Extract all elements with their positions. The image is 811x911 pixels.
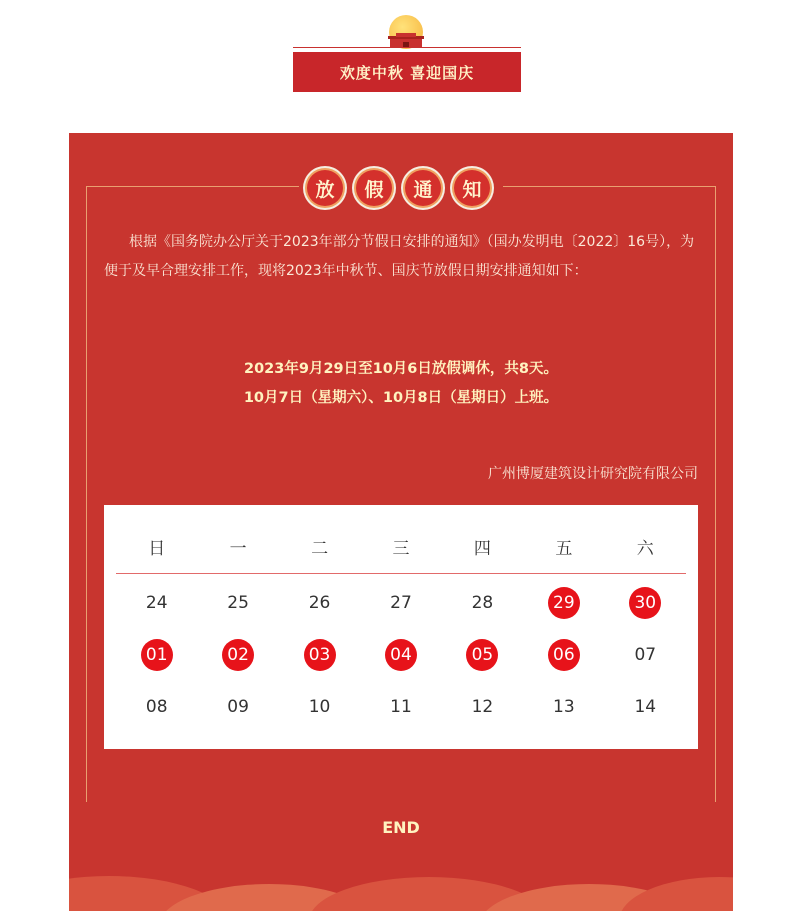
- title-char: 放: [303, 166, 347, 210]
- calendar-weekday-header: [116, 535, 686, 574]
- day-number: 28: [471, 593, 494, 613]
- calendar-day: [279, 681, 360, 733]
- day-number: 24: [145, 593, 168, 613]
- day-number: 06: [548, 639, 580, 671]
- day-number: 26: [308, 593, 331, 613]
- notice-title: [299, 163, 503, 213]
- decorative-clouds: [69, 851, 733, 911]
- calendar-day: [116, 681, 197, 733]
- calendar-day-holiday: [523, 629, 604, 681]
- weekday-label: 日: [148, 539, 166, 559]
- day-number: 09: [227, 697, 249, 717]
- calendar-day-holiday: [605, 577, 686, 629]
- calendar-day: [360, 681, 441, 733]
- day-number: 03: [304, 639, 336, 671]
- calendar-day-holiday: [360, 629, 441, 681]
- notice-card: [69, 133, 733, 911]
- day-number: 04: [385, 639, 417, 671]
- calendar-days: [116, 577, 686, 733]
- calendar-day: [197, 681, 278, 733]
- calendar-day: [605, 629, 686, 681]
- tiananmen-gate-icon: [388, 32, 424, 48]
- day-number: 14: [634, 697, 657, 717]
- day-number: 13: [553, 697, 575, 717]
- calendar-day-holiday: [442, 629, 523, 681]
- calendar-day: [442, 681, 523, 733]
- day-number: 30: [629, 587, 661, 619]
- holiday-calendar: [104, 505, 698, 749]
- calendar-day: [442, 577, 523, 629]
- day-number: 10: [308, 697, 331, 717]
- banner-top-line: [293, 47, 521, 48]
- holiday-line: 2023年9月29日至10月6日放假调休，共8天。: [244, 361, 558, 377]
- calendar-day: [605, 681, 686, 733]
- day-number: 27: [390, 593, 412, 613]
- end-label: END: [382, 818, 420, 837]
- weekday-label: 一: [229, 539, 247, 559]
- title-char: 假: [352, 166, 396, 210]
- day-number: 11: [390, 697, 412, 717]
- workday-line: 10月7日（星期六）、10月8日（星期日）上班。: [243, 390, 559, 406]
- weekday-label: 六: [636, 539, 654, 559]
- title-char: 通: [401, 166, 445, 210]
- festival-banner: 欢度中秋 喜迎国庆: [293, 52, 521, 92]
- calendar-day: [360, 577, 441, 629]
- calendar-day-holiday: [197, 629, 278, 681]
- weekday-label: 三: [392, 539, 410, 559]
- calendar-day-holiday: [116, 629, 197, 681]
- day-number: 29: [548, 587, 580, 619]
- day-number: 05: [466, 639, 498, 671]
- day-number: 08: [145, 697, 168, 717]
- calendar-day-holiday: [523, 577, 604, 629]
- weekday-label: 四: [473, 539, 491, 559]
- day-number: 02: [222, 639, 254, 671]
- calendar-day: [523, 681, 604, 733]
- day-number: 25: [227, 593, 249, 613]
- calendar-day: [279, 577, 360, 629]
- day-number: 01: [141, 639, 173, 671]
- day-number: 07: [634, 645, 657, 665]
- weekday-label: 五: [555, 539, 573, 559]
- weekday-label: 二: [311, 539, 329, 559]
- notice-intro: 根据《国务院办公厅关于2023年部分节假日安排的通知》（国办发明电〔2022〕16号），为便于及早合理安排工作，现将2023年中秋节、国庆节放假日期安排通知如下：: [104, 234, 695, 279]
- calendar-day-holiday: [279, 629, 360, 681]
- day-number: 12: [471, 697, 494, 717]
- company-name: 广州博厦建筑设计研究院有限公司: [488, 466, 698, 482]
- calendar-day: [197, 577, 278, 629]
- title-char: 知: [450, 166, 494, 210]
- calendar-day: [116, 577, 197, 629]
- holiday-dates: [69, 355, 733, 413]
